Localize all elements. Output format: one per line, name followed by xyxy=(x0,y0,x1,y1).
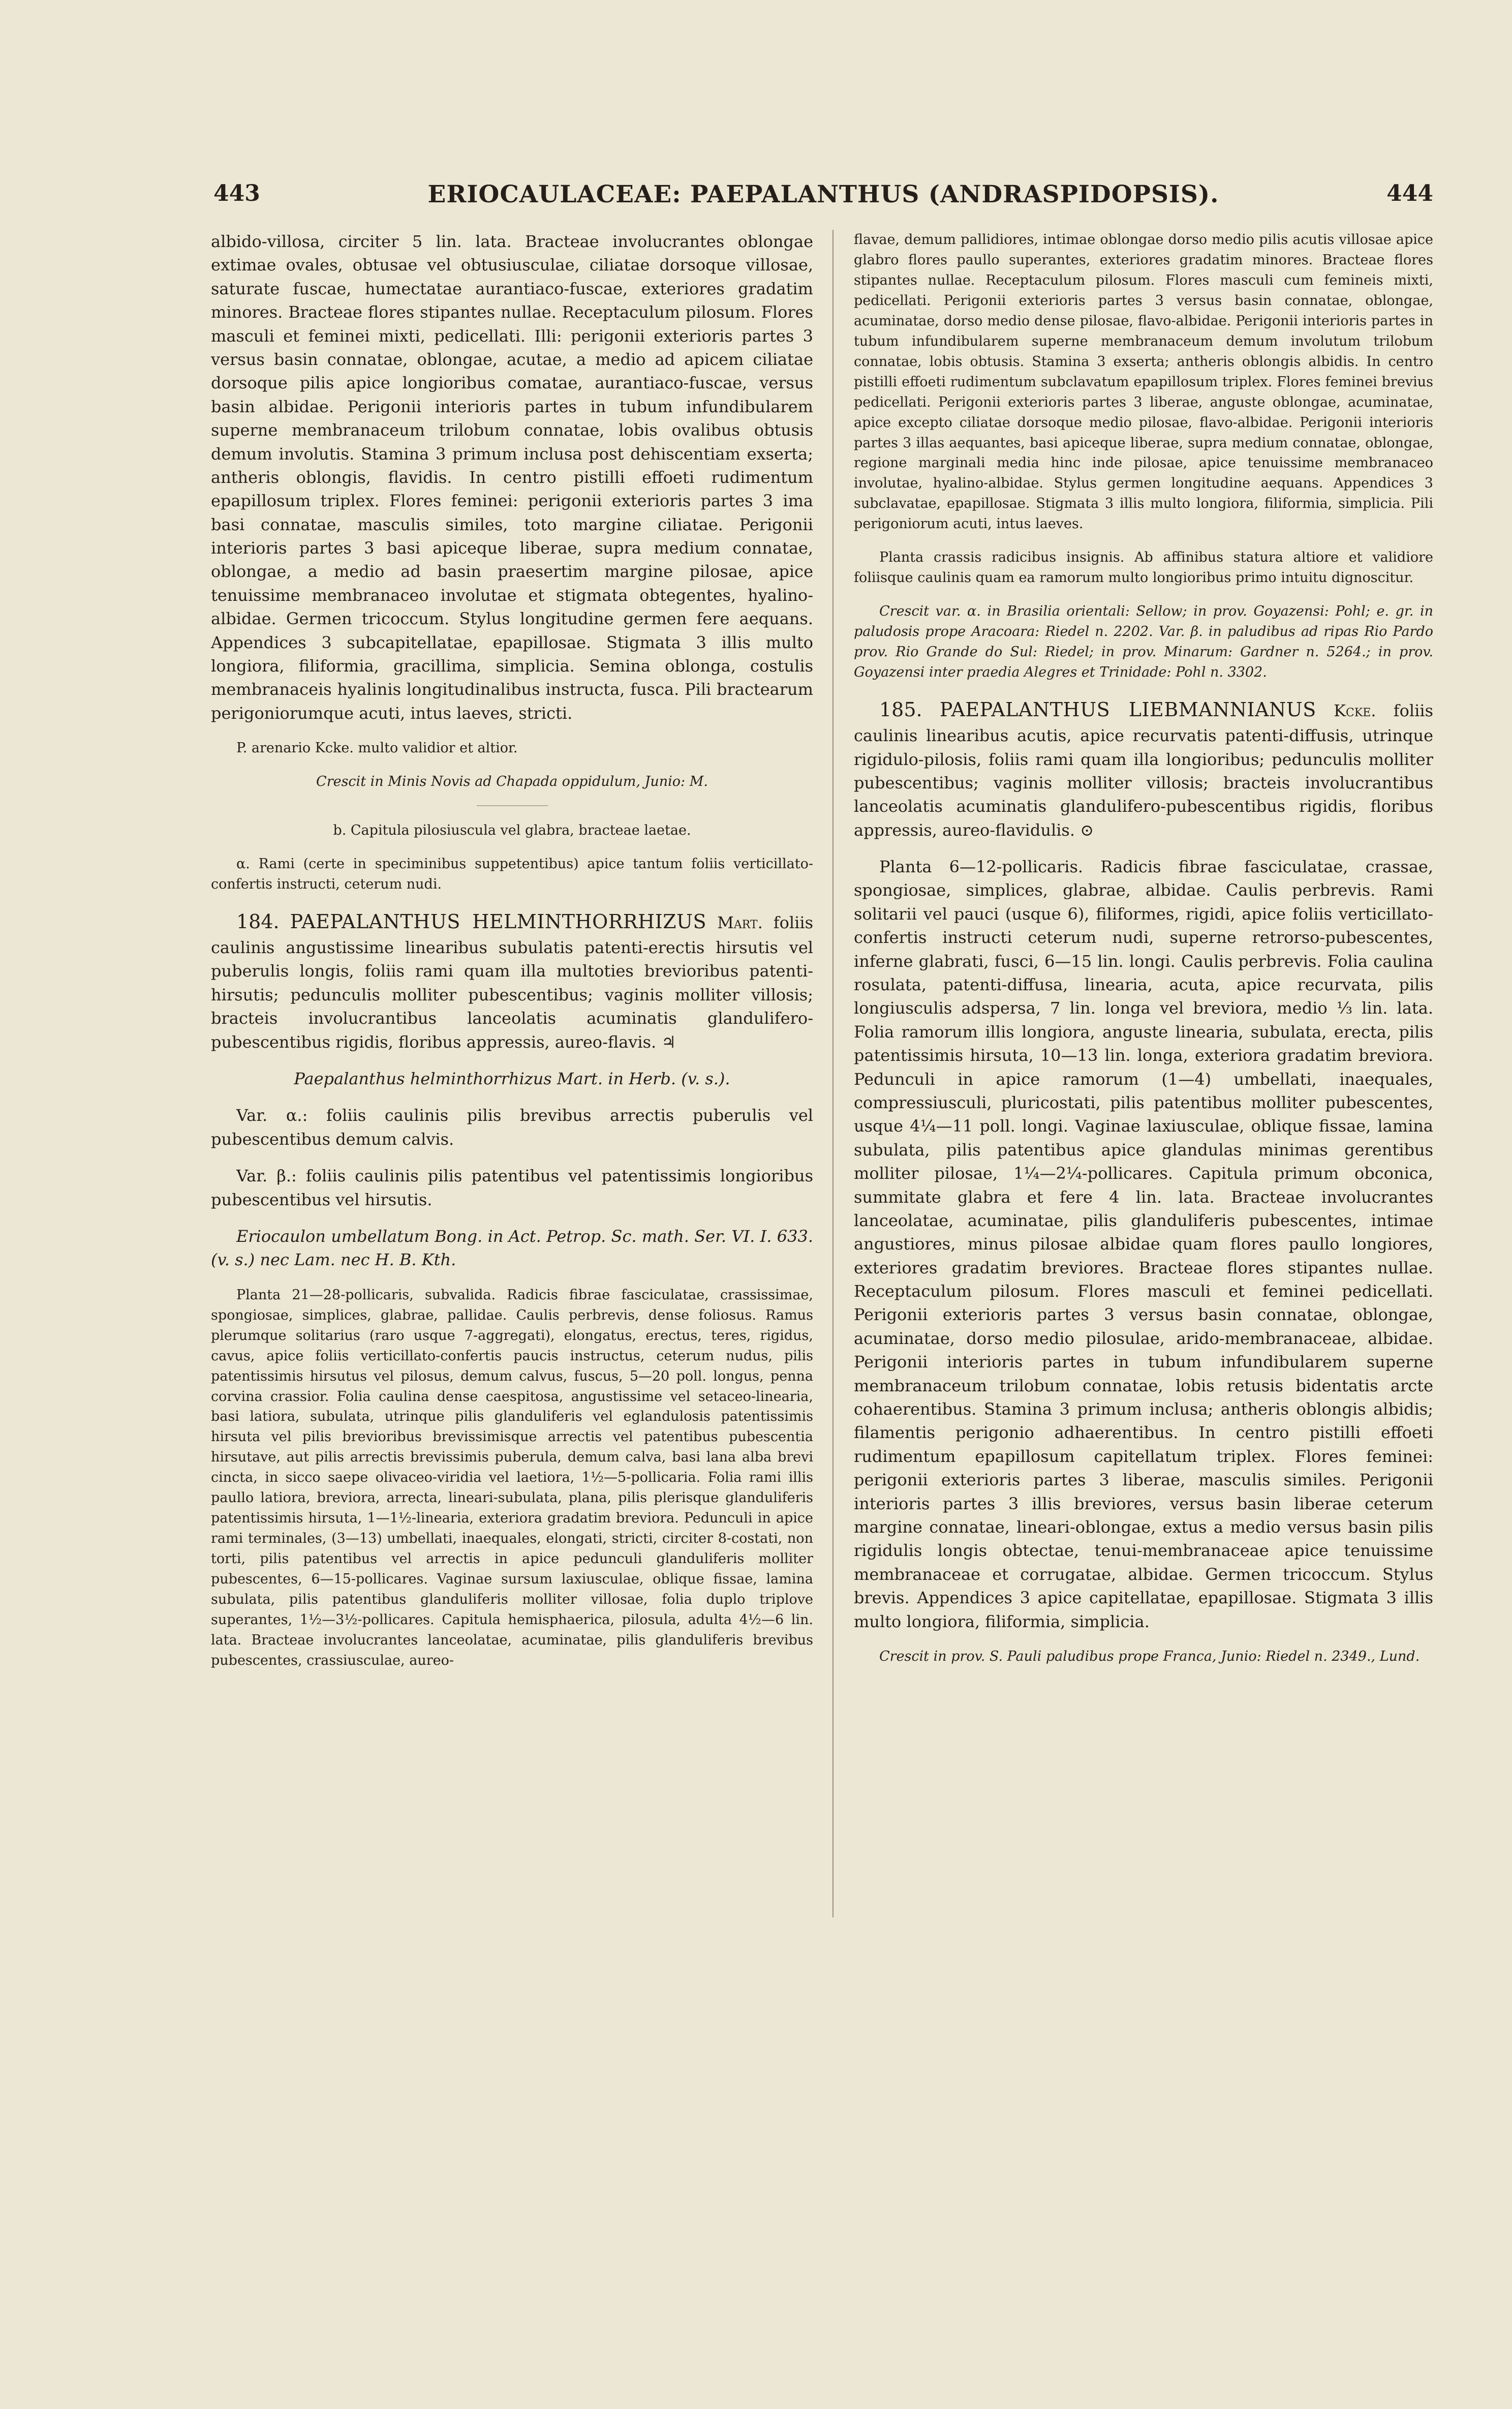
species-185-author: Kcke. xyxy=(1334,701,1376,721)
species-184-author: Mart. xyxy=(717,912,763,932)
species-184-description-continued: flavae, demum pallidiores, intimae oblongae dorso medio pilis acutis villosae apice glabro flores paullo superantes, exteriores gradatim minores. Bracteae flores stipantes nullae. Receptaculum pilosum. Flores masculi cum femineis mixti, pedicellati. Perigonii exterioris partes 3 versus basin connatae, oblongae, acuminatae, dorso medio dense pilosae, flavo-albidae. Perigonii interioris partes in tubum infundibularem superne membranaceum demum involutum trilobum connatae, lobis obtusis. Stamina 3 exserta; antheris oblongis albidis. In centro pistilli effoeti rudimentum subclavatum epapillosum triplex. Flores feminei brevius pedicellati. Perigonii exterioris partes 3 liberae, anguste oblongae, acuminatae, apice excepto ciliatae dorsoque medio pilosae, flavo-albidae. Perigonii interioris partes 3 illas aequantes, basi apiceque liberae, supra medium connatae, oblongae, regione marginali media hinc inde pilosae, apice tenuissime membranaceo involutae, hyalino-albidae. Stylus germen longitudine aequans. Appendices 3 subclavatae, epapillosae. Stigmata 3 illis multo longiora, filiformia, simplicia. Pili perigoniorum acuti, intus laeves. xyxy=(854,232,1433,532)
species-184-remark: Planta crassis radicibus insignis. Ab affinibus statura altiore et validiore foliisque caulinis quam ea ramorum multo longioribus primo intuitu dignoscitur. xyxy=(854,550,1433,586)
species-184-synonym-2: Eriocaulon umbellatum Bong. in Act. Petrop. Sc. math. Ser. VI. I. 633. (v. s.) nec Lam. nec H. B. Kth. xyxy=(211,1226,813,1270)
species-184-entry xyxy=(211,908,813,1054)
species-185-locality: Crescit in prov. S. Pauli paludibus prope Franca, Junio: Riedel n. 2349., Lund. xyxy=(879,1648,1420,1664)
left-column xyxy=(211,230,813,1684)
section-rule xyxy=(477,805,548,806)
subsection-alpha: α. Rami (certe in speciminibus suppetentibus) apice tantum foliis verticillato-confertis instructi, ceterum nudi. xyxy=(211,856,813,893)
species-185-name: PAEPALANTHUS LIEBMANNIANUS xyxy=(939,698,1316,721)
affinity-note: P. arenario Kcke. multo validior et altior. xyxy=(236,740,518,756)
species-184-name: PAEPALANTHUS HELMINTHORRHIZUS xyxy=(290,910,707,933)
species-185-description: Planta 6—12-pollicaris. Radicis fibrae fasciculatae, crassae, spongiosae, simplices, glabrae, albidae. Caulis perbrevis. Rami solitarii vel pauci (usque 6), filiformes, rigidi, apice foliis verticillato-confertis instructi ceterum nudi, superne retrorso-pubescentes, inferne glabrati, fusci, 6—15 lin. longi. Caulis perbrevis. Folia caulina rosulata, patenti-diffusa, linearia, acuta, apice recurvata, pilis longiusculis adspersa, 7 lin. longa vel breviora, medio ⅓ lin. lata. Folia ramorum illis longiora, anguste linearia, subulata, erecta, pilis patentissimis hirsuta, 10—13 lin. longa, exteriora gradatim breviora. Pedunculi in apice ramorum (1—4) umbellati, inaequales, compressiusculi, pluricostati, pilis patentibus molliter pubescentes, usque 4¼—11 poll. longi. Vaginae laxiusculae, oblique fissae, lamina subulata, pilis patentibus apice glandulas minimas gerentibus molliter pilosae, 1¼—2¼-pollicares. Capitula primum obconica, summitate glabra et fere 4 lin. lata. Bracteae involucrantes lanceolatae, acuminatae, pilis glanduliferis pubescentes, intimae angustiores, minus pilosae albidae quam flores paullo longiores, exteriores gradatim breviores. Bracteae flores stipantes nullae. Receptaculum pilosum. Flores masculi et feminei pedicellati. Perigonii exterioris partes 3 versus basin connatae, oblongae, acuminatae, dorso medio pilosulae, arido-membranaceae, albidae. Perigonii interioris partes in tubum infundibularem superne membranaceum trilobum connatae, lobis retusis bidentatis arcte cohaerentibus. Stamina 3 primum inclusa; antheris oblongis albidis; filamentis perigonio adhaerentibus. In centro pistilli effoeti rudimentum epapillosum capitellatum triplex. Flores feminei: perigonii exterioris partes 3 liberae, masculis similes. Perigonii interioris partes 3 illis breviores, versus basin liberae ceterum margine connatae, lineari-oblongae, extus a medio versus basin pilis rigidulis longis obtectae, tenui-membranaceae apice tenuissime membranaceae et corrugatae, albidae. Germen tricoccum. Stylus brevis. Appendices 3 apice capitellatae, epapillosae. Stigmata 3 illis multo longiora, filiformia, simplicia. xyxy=(854,857,1433,1631)
species-184-variety-alpha: Var. α.: foliis caulinis pilis brevibus arrectis puberulis vel pubescentibus demum calvis. xyxy=(211,1106,813,1149)
column-divider xyxy=(832,230,834,1917)
locality-note: Crescit in Minis Novis ad Chapada oppidulum, Junio: M. xyxy=(316,774,708,790)
species-184-synonym-1: Paepalanthus helminthorrhizus Mart. in Herb. (v. s.). xyxy=(294,1069,730,1089)
species-184-number: 184. xyxy=(236,910,280,933)
description-continued: albido-villosa, circiter 5 lin. lata. Bracteae involucrantes oblongae extimae ovales, obtusae vel obtusiusculae, ciliatae dorsoque villosae, saturate fuscae, humectatae aurantiaco-fuscae, exteriores gradatim minores. Bracteae flores stipantes nullae. Receptaculum pilosum. Flores masculi et feminei mixti, pedicellati. Illi: perigonii exterioris partes 3 versus basin connatae, oblongae, acutae, a medio ad apicem ciliatae dorsoque pilis apice longioribus comatae, aurantiaco-fuscae, versus basin albidae. Perigonii interioris partes in tubum infundibularem superne membranaceum trilobum connatae, lobis ovalibus obtusis demum involutis. Stamina 3 primum inclusa post dehiscentiam exserta; antheris oblongis, flavidis. In centro pistilli effoeti rudimentum epapillosum triplex. Flores feminei: perigonii exterioris partes 3 ima basi connatae, masculis similes, toto margine ciliatae. Perigonii interioris partes 3 basi apiceque liberae, supra medium connatae, oblongae, a medio ad basin praesertim margine pilosae, apice tenuissime membranaceo involutae et stigmata obtegentes, hyalino-albidae. Germen tricoccum. Stylus longitudine germen fere aequans. Appendices 3 subcapitellatae, epapillosae. Stigmata 3 illis multo longiora, filiformia, gracillima, simplicia. Semina oblonga, costulis membranaceis hyalinis longitudinalibus instructa, fusca. Pili bractearum perigoniorumque acuti, intus laeves, stricti. xyxy=(211,232,813,723)
species-184-diagnosis: foliis caulinis angustissime linearibus subulatis patenti-erectis hirsutis vel puberulis longis, foliis rami quam illa multoties brevioribus patenti-hirsutis; pedunculis molliter pubescentibus; vaginis molliter villosis; bracteis involucrantibus lanceolatis acuminatis glandulifero-pubescentibus rigidis, floribus appressis, aureo-flavis. ♃ xyxy=(211,912,814,1052)
species-184-description: Planta 21—28-pollicaris, subvalida. Radicis fibrae fasciculatae, crassissimae, spongiosae, simplices, glabrae, pallidae. Caulis perbrevis, dense foliosus. Ramus plerumque solitarius (raro usque 7-aggregati), elongatus, erectus, teres, rigidus, cavus, apice foliis verticillato-confertis paucis instructus, ceterum nudus, pilis patentissimis hirsutus vel pilosus, demum calvus, fuscus, 5—20 poll. longus, penna corvina crassior. Folia caulina dense caespitosa, angustissime vel setaceo-linearia, basi latiora, subulata, utrinque pilis glanduliferis vel eglandulosis patentissimis hirsuta vel pilis brevioribus brevissimisque arrectis vel patentibus pubescentia hirsutave, aut pilis arrectis brevissimis puberula, demum calva, basi lana alba brevi cincta, in sicco saepe olivaceo-viridia vel laetiora, 1½—5-pollicaria. Folia rami illis paullo latiora, breviora, arrecta, lineari-subulata, plana, pilis plerisque glanduliferis patentissimis hirsuta, 1—1½-linearia, exteriora gradatim breviora. Pedunculi in apice rami terminales, (3—13) umbellati, inaequales, elongati, stricti, circiter 8-costati, non torti, pilis patentibus vel arrectis in apice pedunculi glanduliferis molliter pubescentes, 6—15-pollicares. Vaginae sursum laxiusculae, oblique fissae, lamina subulata, pilis patentibus glanduliferis molliter villosae, folia duplo triplove superantes, 1½—3½-pollicares. Capitula hemisphaerica, pilosula, adulta 4½—6 lin. lata. Bracteae involucrantes lanceolatae, acuminatae, pilis glanduliferis brevibus pubescentes, crassiusculae, aureo- xyxy=(211,1287,813,1668)
running-header xyxy=(213,180,1433,211)
subsection-b: b. Capitula pilosiuscula vel glabra, bracteae laetae. xyxy=(333,822,691,839)
running-title: ERIOCAULACEAE: PAEPALANTHUS (ANDRASPIDOPSIS). xyxy=(427,180,1219,208)
right-page-number: 444 xyxy=(1386,180,1433,206)
species-184-localities: Crescit var. α. in Brasilia orientali: Sellow; in prov. Goyazensi: Pohl; e. gr. in paludosis prope Aracoara: Riedel n. 2202. Var. β. in paludibus ad ripas Rio Pardo prov. Rio Grande do Sul: Riedel; in prov. Minarum: Gardner n. 5264.; in prov. Goyazensi inter praedia Alegres et Trinidade: Pohl n. 3302. xyxy=(854,603,1433,681)
species-184-variety-beta: Var. β.: foliis caulinis pilis patentibus vel patentissimis longioribus pubescentibus vel hirsutis. xyxy=(211,1166,813,1209)
species-185-number: 185. xyxy=(879,698,922,721)
species-185-diagnosis: foliis caulinis linearibus acutis, apice recurvatis patenti-diffusis, utrinque rigidulo-pilosis, foliis rami quam illa longioribus; pedunculis molliter pubescentibus; vaginis molliter villosis; bracteis involucrantibus lanceolatis acuminatis glandulifero-pubescentibus rigidis, floribus appressis, aureo-flavidulis. ⊙ xyxy=(854,701,1433,840)
right-column xyxy=(854,230,1433,1680)
species-185-entry xyxy=(854,696,1433,842)
left-page-number: 443 xyxy=(213,180,260,206)
